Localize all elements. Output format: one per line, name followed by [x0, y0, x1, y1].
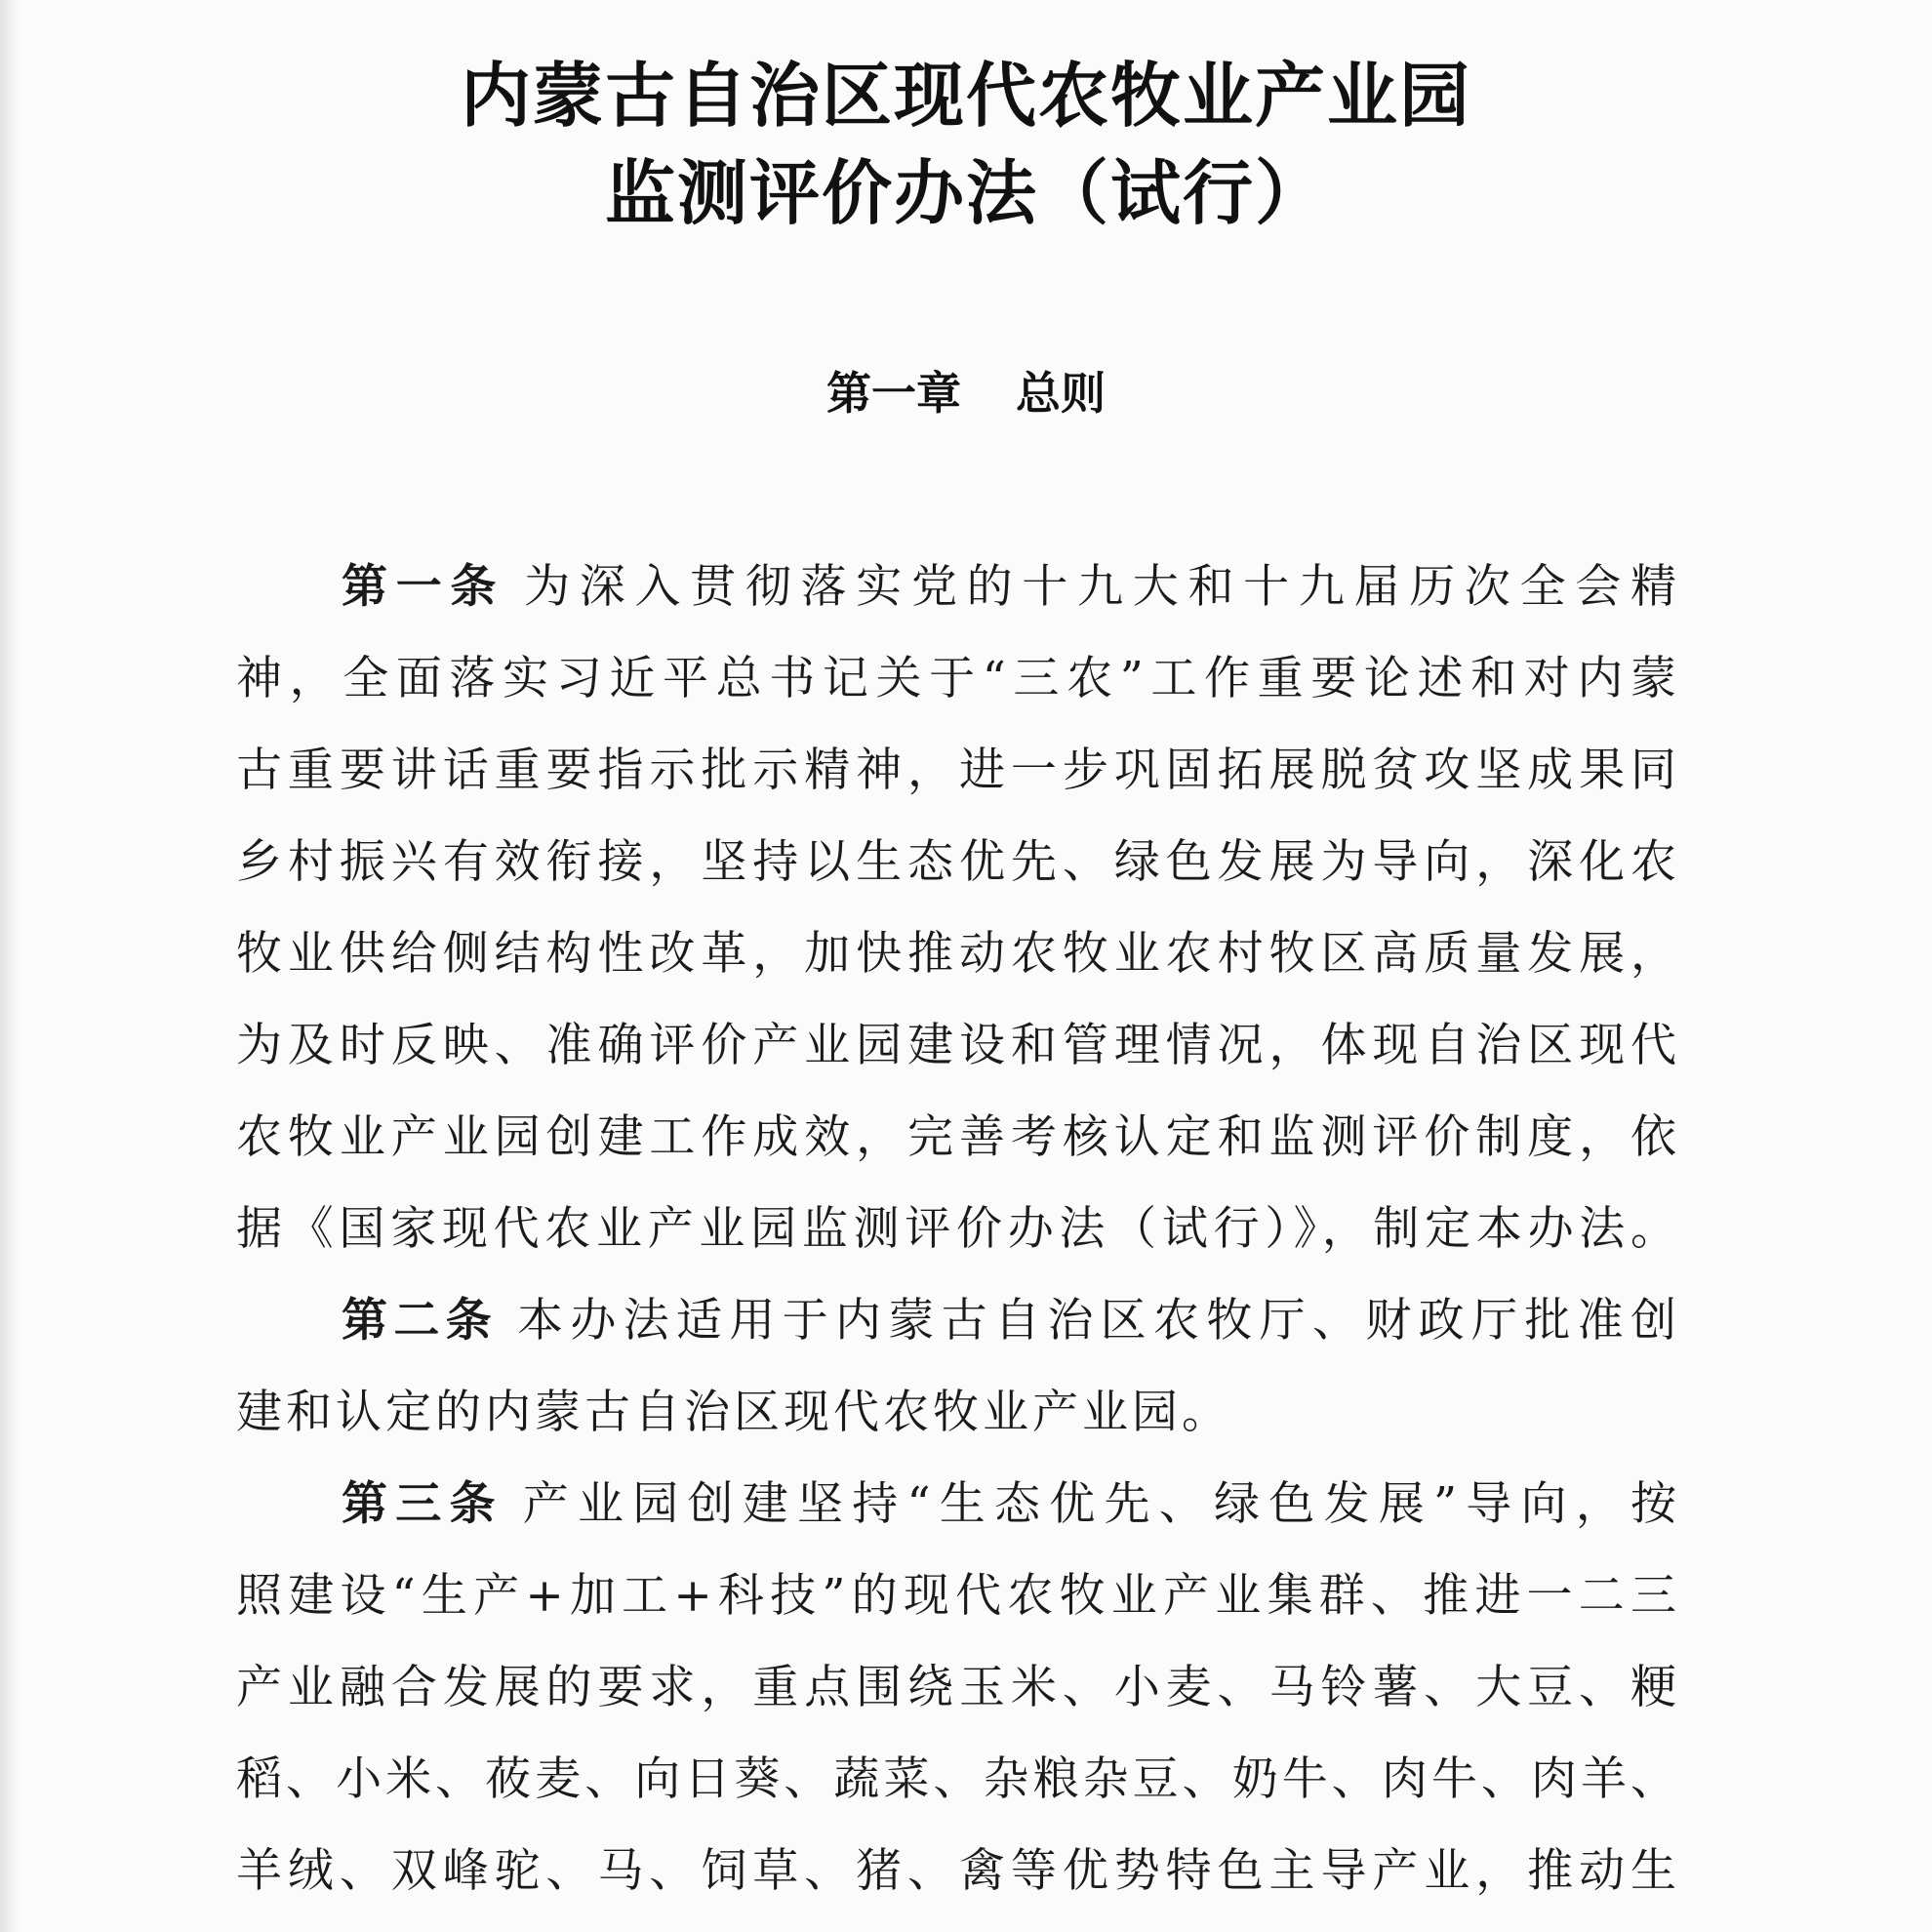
scan-binding-shadow: [0, 0, 21, 1932]
article-1-line: 据《国家现代农业产业园监测评价办法（试行）》，制定本办法。: [236, 1202, 1680, 1256]
chapter-title: 总则: [1016, 367, 1106, 420]
title-line-1: 内蒙古自治区现代农牧业产业园: [460, 54, 1471, 137]
article-3-line: 羊绒、双峰驼、马、饲草、猪、禽等优势特色主导产业，推动生: [236, 1844, 1680, 1898]
article-1-line: 农牧业产业园创建工作成效，完善考核认定和监测评价制度，依: [236, 1110, 1680, 1164]
chapter-number: 第一章: [826, 367, 961, 420]
article-1-heading: 第一条: [342, 560, 505, 614]
article-1-line: 乡村振兴有效衔接，坚持以生态优先、绿色发展为导向，深化农: [236, 835, 1680, 889]
article-1-line: 古重要讲话重要指示批示精神，进一步巩固拓展脱贫攻坚成果同: [236, 744, 1680, 797]
article-1-line: 神，全面落实习近平总书记关于“三农”工作重要论述和对内蒙: [236, 652, 1680, 705]
body-text: [236, 542, 1680, 1917]
article-3-line: 照建设“生产+加工+科技”的现代农牧业产业集群、推进一二三: [236, 1569, 1680, 1623]
article-1-line: 第一条 为深入贯彻落实党的十九大和十九届历次全会精: [342, 560, 1681, 614]
article-2-line: 建和认定的内蒙古自治区现代农牧业产业园。: [236, 1386, 1231, 1439]
article-3-line: 稻、小米、莜麦、向日葵、蔬菜、杂粮杂豆、奶牛、肉牛、肉羊、: [236, 1752, 1680, 1806]
article-3-line: 产业融合发展的要求，重点围绕玉米、小麦、马铃薯、大豆、粳: [236, 1661, 1680, 1714]
article-2-heading: 第二条: [342, 1294, 498, 1348]
chapter-heading: [0, 359, 1932, 427]
article-3-heading: 第三条: [342, 1477, 503, 1531]
article-2-line: 第二条 本办法适用于内蒙古自治区农牧厅、财政厅批准创: [342, 1294, 1680, 1348]
article-1-line: 为及时反映、准确评价产业园建设和管理情况，体现自治区现代: [236, 1019, 1680, 1072]
article-3-line: 第三条 产业园创建坚持“生态优先、绿色发展”导向，按: [342, 1477, 1680, 1531]
document-title: [0, 47, 1932, 242]
title-line-2: 监测评价办法（试行）: [604, 151, 1327, 234]
article-1-line: 牧业供给侧结构性改革，加快推动农牧业农村牧区高质量发展，: [236, 927, 1680, 981]
